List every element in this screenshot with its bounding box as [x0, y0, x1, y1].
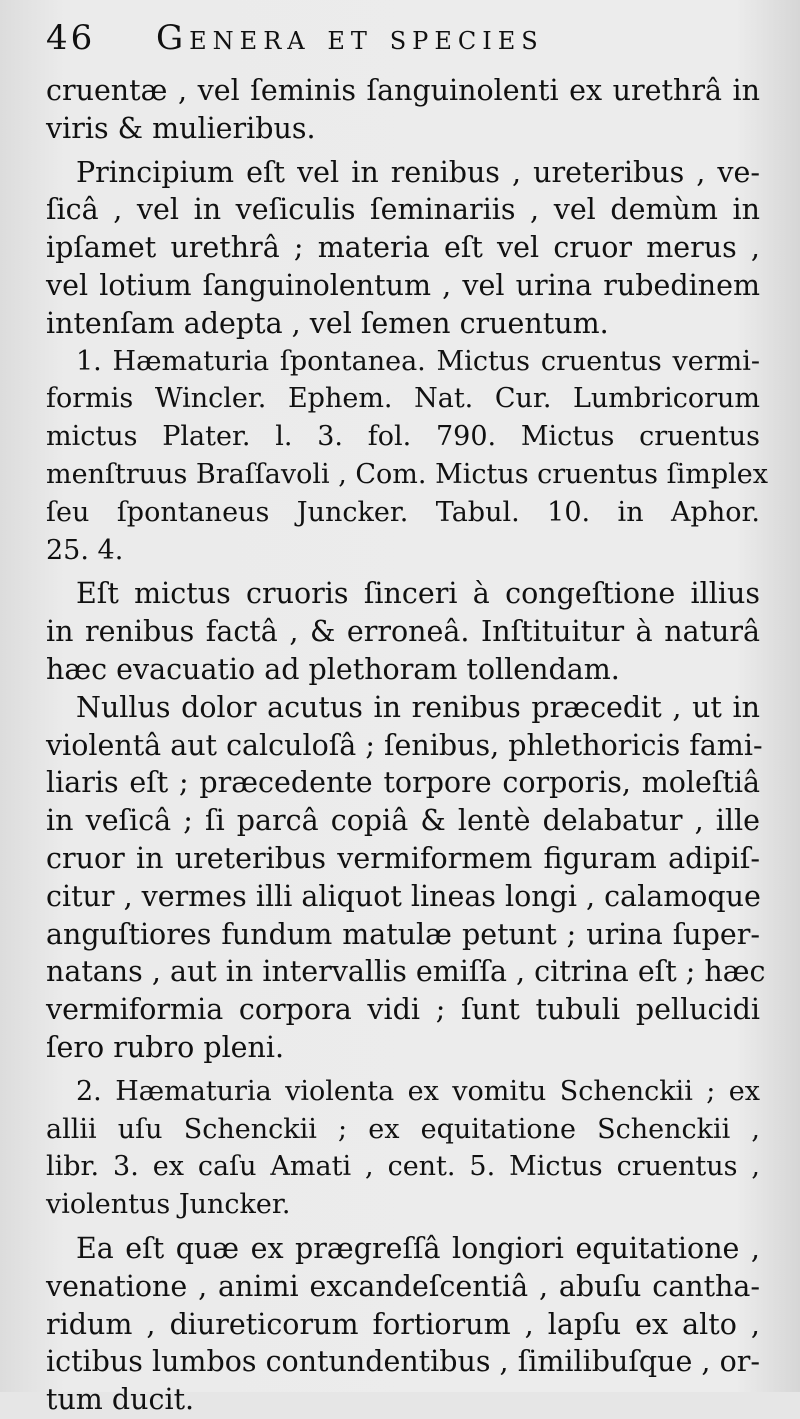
text-line: intenſam adepta , vel ſemen cruentum. [46, 306, 609, 340]
text-line: ridum , diureticorum fortiorum , lapſu ex alto , [46, 1307, 760, 1341]
text-line: citur , vermes illi aliquot lineas longi , calamoque [46, 879, 761, 913]
text-line: cruentæ , vel ſeminis ſanguinolenti ex urethrâ in [46, 74, 760, 107]
text-line: anguſtiores fundum matulæ petunt ; urina ſuper- [46, 917, 760, 951]
text-line: mictus Plater. l. 3. fol. 790. Mictus cruentus [46, 421, 760, 453]
text-line: Principium eſt vel in renibus , ureteribus , ve- [76, 155, 760, 189]
text-line: hæc evacuatio ad plethoram tollendam. [46, 652, 620, 686]
text-line: liaris eſt ; præcedente torpore corporis, moleſtiâ [46, 766, 760, 800]
text-line: vermiformia corpora vidi ; ſunt tubuli pellucidi [46, 993, 760, 1027]
text-line: ipſamet urethrâ ; materia eſt vel cruor merus , [46, 231, 760, 265]
page-header [46, 18, 760, 72]
text-line: formis Wincler. Ephem. Nat. Cur. Lumbricorum [46, 383, 760, 415]
text-line: 2. Hæmaturia violenta ex vomitu Schenckii ; ex [76, 1075, 760, 1107]
text-line: vel lotium ſanguinolentum , vel urina rubedinem [46, 268, 760, 302]
text-line: 1. Hæmaturia ſpontanea. Mictus cruentus vermi- [76, 345, 760, 377]
text-line: violentâ aut calculoſâ ; ſenibus, phlethoricis fami- [46, 728, 763, 762]
running-title: Genera et species [156, 18, 544, 58]
text-line: Ea eſt quæ ex prægreſſâ longiori equitatione , [76, 1231, 760, 1265]
text-line: violentus Juncker. [46, 1189, 291, 1221]
text-line: tum ducit. [46, 1383, 195, 1417]
text-line: ſeu ſpontaneus Juncker. Tabul. 10. in Aphor. [46, 496, 760, 528]
body-text [46, 72, 768, 1419]
text-line: ſero rubro pleni. [46, 1030, 285, 1064]
text-line: allii uſu Schenckii ; ex equitatione Schenckii , [46, 1113, 760, 1145]
text-line: 25. 4. [46, 534, 124, 566]
text-line: in renibus factâ , & erroneâ. Inſtituitur à naturâ [46, 615, 760, 649]
text-line: Nullus dolor acutus in renibus præcedit , ut in [76, 690, 760, 724]
text-line: natans , aut in intervallis emiſſa , citrina eſt ; hæc [46, 955, 766, 989]
page-number: 46 [46, 18, 96, 58]
text-line: in veſicâ ; ſi parcâ copiâ & lentè delabatur , ille [46, 804, 760, 838]
text-line: ſicâ , vel in veſiculis ſeminariis , vel demùm in [46, 193, 760, 227]
text-line: menſtruus Braſſavoli , Com. Mictus cruentus ſimplex [46, 458, 768, 490]
text-line: libr. 3. ex caſu Amati , cent. 5. Mictus cruentus , [46, 1151, 760, 1183]
text-line: venatione , animi excandeſcentiâ , abuſu cantha- [46, 1269, 760, 1303]
text-line: viris & mulieribus. [46, 111, 316, 145]
text-line: cruor in ureteribus vermiformem figuram adipiſ- [46, 841, 760, 875]
text-line: ictibus lumbos contundentibus , ſimilibuſque , or- [46, 1345, 760, 1379]
text-line: Eſt mictus cruoris ſinceri à congeſtione illius [76, 577, 760, 611]
